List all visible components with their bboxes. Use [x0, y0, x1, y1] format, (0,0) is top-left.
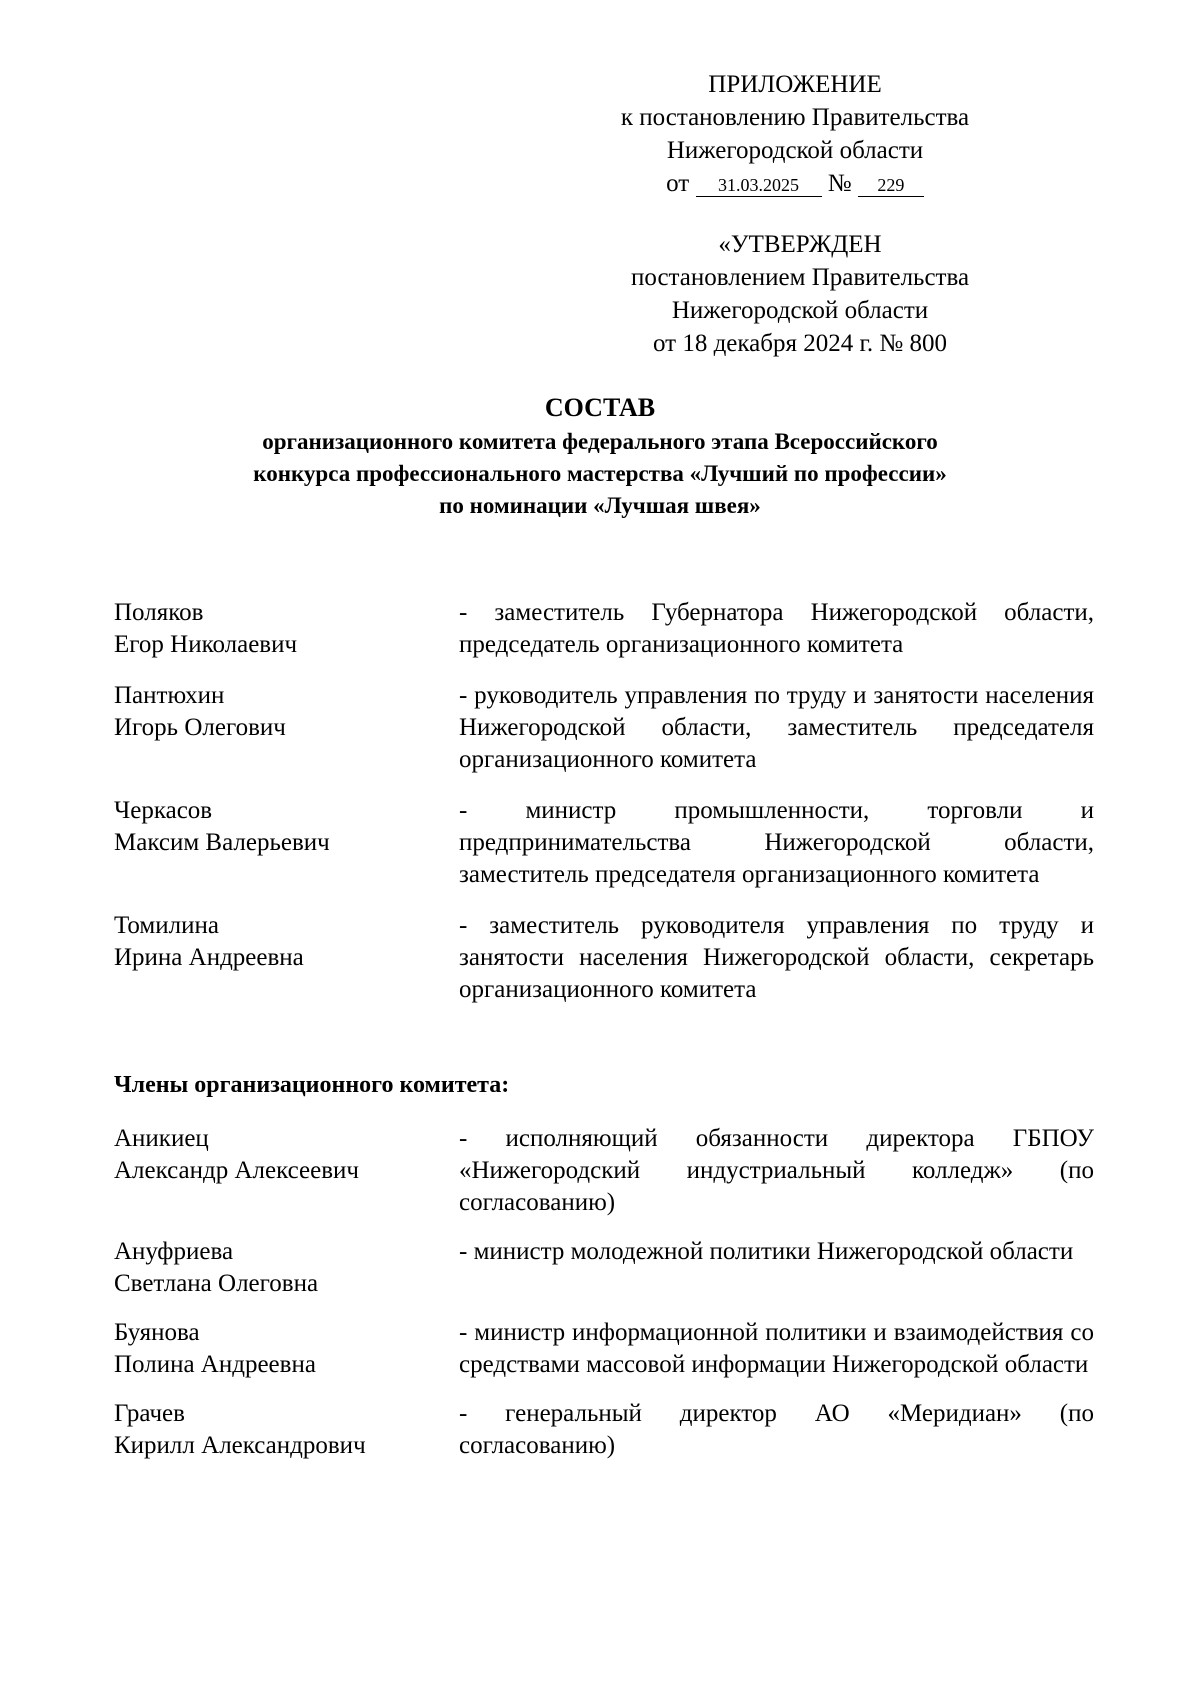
approved-line-2: постановлением Правительства — [630, 264, 970, 291]
person-name — [114, 1236, 459, 1300]
person-name — [114, 680, 459, 776]
heading-line-1: организационного комитета федерального этапа Всероссийского — [262, 429, 938, 454]
members-heading: Члены организационного комитета: — [114, 1072, 510, 1098]
person-name — [114, 795, 459, 891]
person-role: - заместитель руководителя управления по труду и занятости населения Нижегородской области, секретарь организационного комитета — [459, 912, 1094, 1003]
leadership-list — [114, 597, 1094, 1025]
approved-block — [580, 228, 1020, 360]
list-item — [114, 1123, 1094, 1219]
appendix-title: ПРИЛОЖЕНИЕ — [708, 71, 882, 98]
given-names: Кирилл Александрович — [114, 1432, 366, 1459]
list-item — [114, 597, 1094, 661]
given-names: Ирина Андреевна — [114, 944, 304, 971]
heading-line-3: по номинации «Лучшая швея» — [439, 493, 761, 518]
surname: Пантюхин — [114, 682, 225, 709]
person-role: - исполняющий обязанности директора ГБПОУ «Нижегородский индустриальный колледж» (по согласованию) — [459, 1125, 1094, 1216]
person-role: - руководитель управления по труду и занятости населения Нижегородской области, заместитель председателя организационного комитета — [459, 682, 1094, 773]
decree-number: 229 — [858, 174, 924, 197]
person-name — [114, 597, 459, 661]
person-role: - заместитель Губернатора Нижегородской области, председатель организационного комитета — [459, 599, 1094, 658]
given-names: Светлана Олеговна — [114, 1270, 319, 1297]
given-names: Александр Алексеевич — [114, 1157, 359, 1184]
list-item — [114, 1317, 1094, 1381]
given-names: Егор Николаевич — [114, 631, 298, 658]
person-name — [114, 1317, 459, 1381]
heading-line-2: конкурса профессионального мастерства «Лучший по профессии» — [253, 461, 947, 486]
appendix-block — [580, 68, 1010, 201]
surname: Буянова — [114, 1319, 200, 1346]
given-names: Игорь Олегович — [114, 714, 286, 741]
person-role: - министр промышленности, торговли и предпринимательства Нижегородской области, заместитель председателя организационного комитета — [459, 797, 1094, 888]
person-name — [114, 1398, 459, 1462]
approved-line-1: «УТВЕРЖДЕН — [718, 231, 882, 258]
surname: Грачев — [114, 1400, 185, 1427]
document-title: СОСТАВ — [544, 393, 656, 422]
surname: Ануфриева — [114, 1238, 234, 1265]
list-item — [114, 910, 1094, 1006]
list-item — [114, 1398, 1094, 1462]
surname: Поляков — [114, 599, 204, 626]
document-heading — [0, 390, 1200, 522]
list-item — [114, 795, 1094, 891]
members-list — [114, 1123, 1094, 1479]
appendix-line-1: к постановлению Правительства — [620, 104, 970, 131]
appendix-date-number-row — [580, 167, 1010, 201]
given-names: Полина Андреевна — [114, 1351, 316, 1378]
surname: Черкасов — [114, 797, 213, 824]
surname: Аникиец — [114, 1125, 209, 1152]
appendix-line-2: Нижегородской области — [666, 137, 924, 164]
list-item — [114, 1236, 1094, 1300]
surname: Томилина — [114, 912, 219, 939]
person-role: - министр информационной политики и взаимодействия со средствами массовой информации Нижегородской области — [459, 1319, 1094, 1378]
person-role: - министр молодежной политики Нижегородской области — [459, 1238, 1074, 1265]
number-label: № — [827, 170, 852, 197]
given-names: Максим Валерьевич — [114, 829, 330, 856]
approved-line-3: Нижегородской области — [671, 297, 929, 324]
person-role: - генеральный директор АО «Меридиан» (по согласованию) — [459, 1400, 1094, 1459]
from-label: от — [666, 170, 690, 197]
person-name — [114, 910, 459, 1006]
list-item — [114, 680, 1094, 776]
decree-date: 31.03.2025 — [696, 174, 822, 197]
person-name — [114, 1123, 459, 1219]
approved-line-4: от 18 декабря 2024 г. № 800 — [652, 330, 948, 357]
